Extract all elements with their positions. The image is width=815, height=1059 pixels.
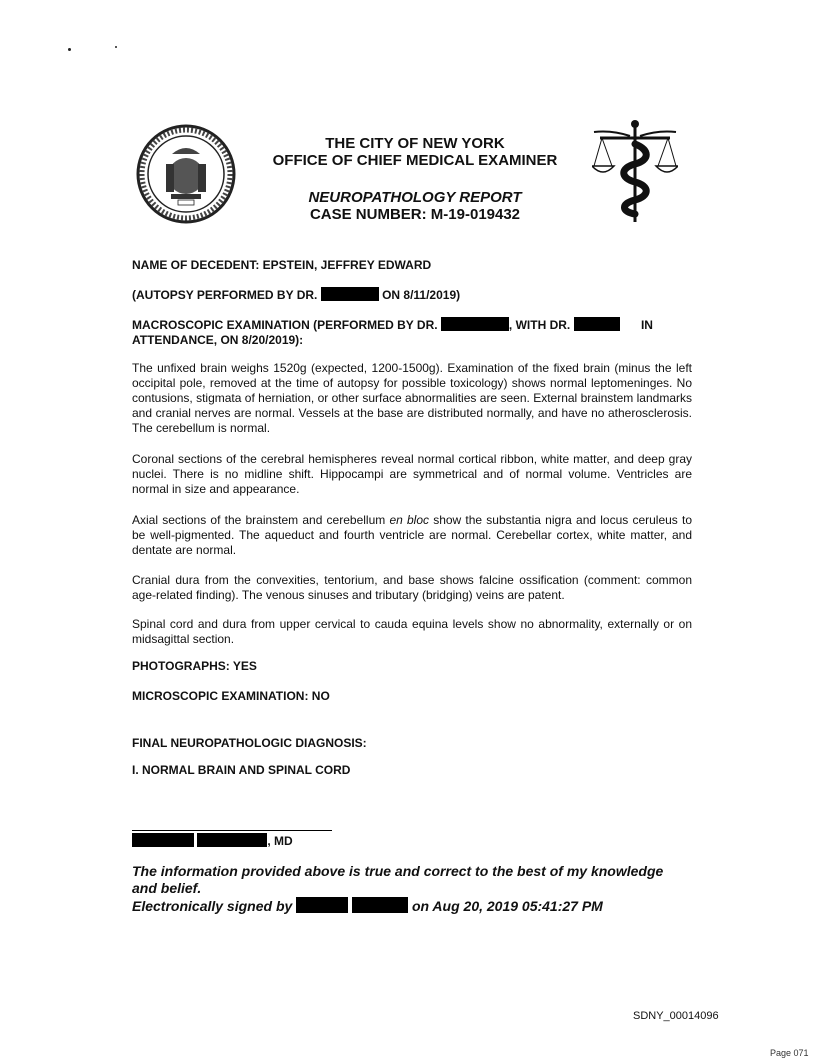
caduceus-scales-icon <box>592 118 678 224</box>
report-title: NEUROPATHOLOGY REPORT <box>308 189 522 206</box>
autopsy-suffix: ON 8/11/2019) <box>382 288 461 302</box>
macroscopic-heading-part1: MACROSCOPIC EXAMINATION (PERFORMED BY DR. <box>132 318 438 332</box>
redaction-box <box>441 317 509 331</box>
esign-suffix: on Aug 20, 2019 05:41:27 PM <box>411 898 603 914</box>
page-number: Page 071 <box>770 1048 809 1058</box>
redaction-box <box>574 317 620 331</box>
redaction-box <box>352 897 408 913</box>
macroscopic-heading <box>132 317 692 348</box>
attestation-statement: The information provided above is true and correct to the best of my knowledge and belief. <box>132 863 664 896</box>
header-city: THE CITY OF NEW YORK <box>325 135 505 152</box>
scan-speck <box>115 46 117 48</box>
paragraph-cranial-dura: Cranial dura from the convexities, tentorium, and base shows falcine ossification (comment: common age-related finding). The venous sinuses and tributary (bridging) veins are patent. <box>132 573 692 602</box>
autopsy-line <box>132 287 692 303</box>
paragraph-axial-a: Axial sections of the brainstem and cerebellum <box>132 513 390 527</box>
diagnosis-line: I. NORMAL BRAIN AND SPINAL CORD <box>132 763 351 777</box>
bates-number: SDNY_00014096 <box>633 1010 719 1022</box>
redaction-box <box>132 833 194 847</box>
microscopic-line: MICROSCOPIC EXAMINATION: NO <box>132 689 330 703</box>
signature-line <box>132 830 332 831</box>
macroscopic-heading-part2: , WITH DR. <box>508 318 571 332</box>
nyc-seal-icon <box>136 124 236 224</box>
paragraph-axial-sections <box>132 513 692 558</box>
scan-speck <box>68 48 71 51</box>
autopsy-prefix: (AUTOPSY PERFORMED BY DR. <box>132 288 318 302</box>
case-number: CASE NUMBER: M-19-019432 <box>309 206 521 223</box>
paragraph-spinal-cord: Spinal cord and dura from upper cervical to cauda equina levels show no abnormality, externally or on midsagittal section. <box>132 617 692 646</box>
photographs-line: PHOTOGRAPHS: YES <box>132 659 257 673</box>
macroscopic-heading-part3: IN <box>640 318 653 332</box>
paragraph-axial-em: en bloc <box>389 513 430 527</box>
paragraph-coronal-sections: Coronal sections of the cerebral hemispheres reveal normal cortical ribbon, white matter, and deep gray nuclei. There is no midline shift. Hippocampi are symmetrical and of normal volume. Ventricles are normal in size and appearance. <box>132 452 692 496</box>
signature-md: , MD <box>267 834 293 848</box>
paragraph-axial-b: show the substantia nigra and locus ceruleus to be well-pigmented. The aqueduct and fourth ventricle are normal. Cerebellar cortex, white matter, and dentate are normal. <box>132 513 693 557</box>
redaction-box <box>197 833 267 847</box>
paragraph-brain-weight: The unfixed brain weighs 1520g (expected, 1200-1500g). Examination of the fixed brain (minus the left occipital pole, removed at the time of autopsy for possible toxicology) shows normal leptomeninges. No contusions, stigmata of herniation, or other surface abnormalities are seen. External brainstem landmarks and cranial nerves are normal. Vessels at the base are distributed normally, and have no atherosclerosis. The cerebellum is normal. <box>132 361 692 435</box>
macroscopic-heading-part4: ATTENDANCE, ON 8/20/2019): <box>132 333 304 347</box>
decedent-name: NAME OF DECEDENT: EPSTEIN, JEFFREY EDWARD <box>132 258 432 272</box>
signature-name-line <box>132 833 692 849</box>
esign-prefix: Electronically signed by <box>132 898 293 914</box>
redaction-box <box>321 287 379 301</box>
header-office: OFFICE OF CHIEF MEDICAL EXAMINER <box>272 152 558 169</box>
electronic-signature <box>132 897 692 915</box>
redaction-box <box>296 897 348 913</box>
final-diagnosis-heading: FINAL NEUROPATHOLOGIC DIAGNOSIS: <box>132 736 367 750</box>
